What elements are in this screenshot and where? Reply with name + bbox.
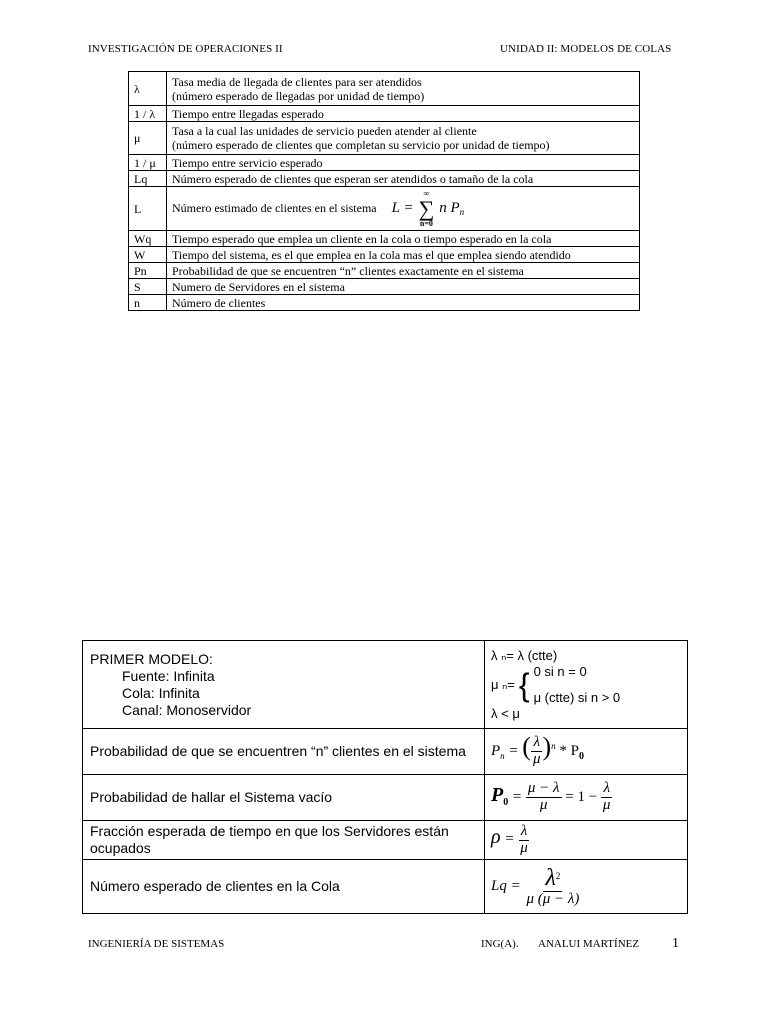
- symbol-cell: 1 / μ: [129, 155, 167, 171]
- formula-equals: =: [508, 742, 519, 759]
- symbol-cell: L: [129, 187, 167, 231]
- formula-sub: n: [500, 750, 505, 761]
- symbol-cell: μ: [129, 122, 167, 155]
- formula-lq-cell: [485, 860, 688, 914]
- table-row: [83, 775, 688, 821]
- mu-n-label: μ ₙ=: [491, 676, 515, 692]
- fraction-lambda-mu: [601, 781, 613, 814]
- symbol-cell: Lq: [129, 171, 167, 187]
- fraction-denominator: μ: [532, 751, 541, 767]
- symbol-cell: Pn: [129, 263, 167, 279]
- summation-lower: n=0: [419, 218, 433, 228]
- paren-close-icon: ): [542, 731, 552, 761]
- symbol-cell: Wq: [129, 231, 167, 247]
- formula-rho-cell: [485, 821, 688, 860]
- sigma-glyph: ∑: [418, 195, 435, 221]
- mu-n-definition: [491, 664, 681, 706]
- fraction-denominator: μ: [539, 797, 548, 813]
- mu-cases: [534, 664, 621, 706]
- table-row: [83, 729, 688, 775]
- definition-cell: Probabilidad de que se encuentren “n” clientes exactamente en el sistema: [167, 263, 640, 279]
- definition-cell: Tiempo entre llegadas esperado: [167, 106, 640, 122]
- footer-title: ING(A).: [481, 938, 519, 950]
- model-title: PRIMER MODELO:: [90, 650, 213, 667]
- lambda-symbol: λ: [545, 864, 556, 891]
- brace-icon: {: [518, 666, 530, 703]
- formula-sub: 0: [579, 750, 585, 762]
- table-row: [129, 187, 640, 231]
- formula-pn: [491, 731, 585, 767]
- model-channel: Canal: Monoservidor: [122, 701, 252, 718]
- notation-table: [128, 71, 640, 311]
- row-label: Número esperado de clientes en la Cola: [83, 860, 485, 914]
- formula-sub: n: [459, 206, 465, 217]
- formula-expected-clients: [392, 190, 465, 228]
- fraction-denominator: μ: [602, 797, 611, 813]
- formula-exponent: n: [551, 740, 556, 751]
- lambda-n-definition: λ ₙ= λ (ctte): [491, 647, 558, 663]
- formula-term: n P: [439, 199, 460, 216]
- fraction-lq: [524, 866, 581, 908]
- definition-text: (número esperado de clientes que completan su servicio por unidad de tiempo): [172, 138, 550, 152]
- definition-cell: Numero de Servidores en el sistema: [167, 279, 640, 295]
- table-row: [129, 106, 640, 122]
- definition-cell: Tiempo esperado que emplea un cliente en la cola o tiempo esperado en la cola: [167, 231, 640, 247]
- fraction-lambda-mu: [518, 824, 530, 857]
- paren-open-icon: (: [522, 731, 531, 761]
- formula-tail: * P: [559, 742, 580, 759]
- formula-pn-cell: [485, 729, 688, 775]
- definition-cell: Número esperado de clientes que esperan ser atendidos o tamaño de la cola: [167, 171, 640, 187]
- model-rates-cell: [485, 641, 688, 729]
- formula-lhs: L =: [391, 199, 414, 216]
- model-queue: Cola: Infinita: [122, 684, 200, 701]
- formula-equals: =: [511, 788, 523, 805]
- table-row: [83, 821, 688, 860]
- table-row: [129, 122, 640, 155]
- definition-cell: [167, 122, 640, 155]
- model-description-cell: [83, 641, 485, 729]
- definition-text: Tasa a la cual las unidades de servicio pueden atender al cliente: [172, 124, 477, 138]
- stability-condition: λ < μ: [491, 705, 520, 721]
- mu-case-busy: μ (ctte) si n > 0: [533, 689, 621, 705]
- footer-department: INGENIERÍA DE SISTEMAS: [88, 938, 225, 950]
- fraction-numerator: [543, 866, 562, 892]
- table-row: [83, 641, 688, 729]
- row-label: Probabilidad de hallar el Sistema vacío: [83, 775, 485, 821]
- definition-cell: Número de clientes: [167, 295, 640, 311]
- table-row: [129, 231, 640, 247]
- table-row: [83, 860, 688, 914]
- fraction-numerator: λ: [520, 822, 528, 839]
- header-unit-title: UNIDAD II: MODELOS DE COLAS: [500, 43, 672, 55]
- fraction-numerator: λ: [533, 734, 540, 751]
- symbol-cell: n: [129, 295, 167, 311]
- page-number: 1: [672, 936, 679, 951]
- formula-sub: 0: [503, 796, 509, 808]
- formula-equals: =: [510, 877, 521, 894]
- definition-cell: Tiempo entre servicio esperado: [167, 155, 640, 171]
- fraction-lambda-mu: [531, 735, 543, 768]
- mu-case-empty: 0 si n = 0: [533, 663, 587, 679]
- fraction-numerator: λ: [603, 780, 610, 797]
- row-label: Probabilidad de que se encuentren “n” clientes en el sistema: [83, 729, 485, 775]
- formula-rho: [491, 822, 530, 856]
- symbol-cell: 1 / λ: [129, 106, 167, 122]
- table-row: [129, 171, 640, 187]
- model-source: Fuente: Infinita: [122, 667, 215, 684]
- symbol-cell: λ: [129, 72, 167, 106]
- header-course-title: INVESTIGACIÓN DE OPERACIONES II: [88, 43, 283, 55]
- definition-text: (número esperado de llegadas por unidad de tiempo): [172, 88, 425, 103]
- table-row: [129, 279, 640, 295]
- formula-symbol: P: [491, 742, 501, 759]
- definition-cell: Tiempo del sistema, es el que emplea en la cola mas el que emplea siendo atendido: [167, 247, 640, 263]
- formula-mid: = 1 −: [565, 788, 598, 805]
- symbol-cell: W: [129, 247, 167, 263]
- fraction-numerator: μ − λ: [527, 780, 560, 797]
- first-model-table: [82, 640, 688, 914]
- formula-symbol: P: [491, 783, 504, 806]
- definition-cell: [167, 187, 640, 231]
- fraction-denominator: μ: [520, 839, 528, 856]
- formula-symbol: ρ: [491, 826, 501, 849]
- definition-text: Número estimado de clientes en el sistema: [172, 200, 377, 215]
- formula-exponent: 2: [555, 870, 561, 881]
- table-row: [129, 263, 640, 279]
- table-row: [129, 72, 640, 106]
- definition-cell: [167, 72, 640, 106]
- fraction-mu-minus-lambda: [526, 781, 562, 814]
- table-row: [129, 295, 640, 311]
- table-row: [129, 247, 640, 263]
- row-label: Fracción esperada de tiempo en que los Servidores están ocupados: [83, 821, 485, 860]
- fraction-denominator: μ (μ − λ): [526, 890, 580, 907]
- formula-equals: =: [504, 831, 515, 848]
- table-row: [129, 155, 640, 171]
- summation-symbol: [419, 190, 435, 228]
- footer-author: ANALUI MARTÍNEZ: [538, 938, 640, 950]
- definition-text: Tasa media de llegada de clientes para ser atendidos: [172, 74, 422, 89]
- formula-symbol: Lq: [491, 877, 507, 894]
- summation-upper: ∞: [423, 188, 430, 198]
- formula-p0-cell: [485, 775, 688, 821]
- symbol-cell: S: [129, 279, 167, 295]
